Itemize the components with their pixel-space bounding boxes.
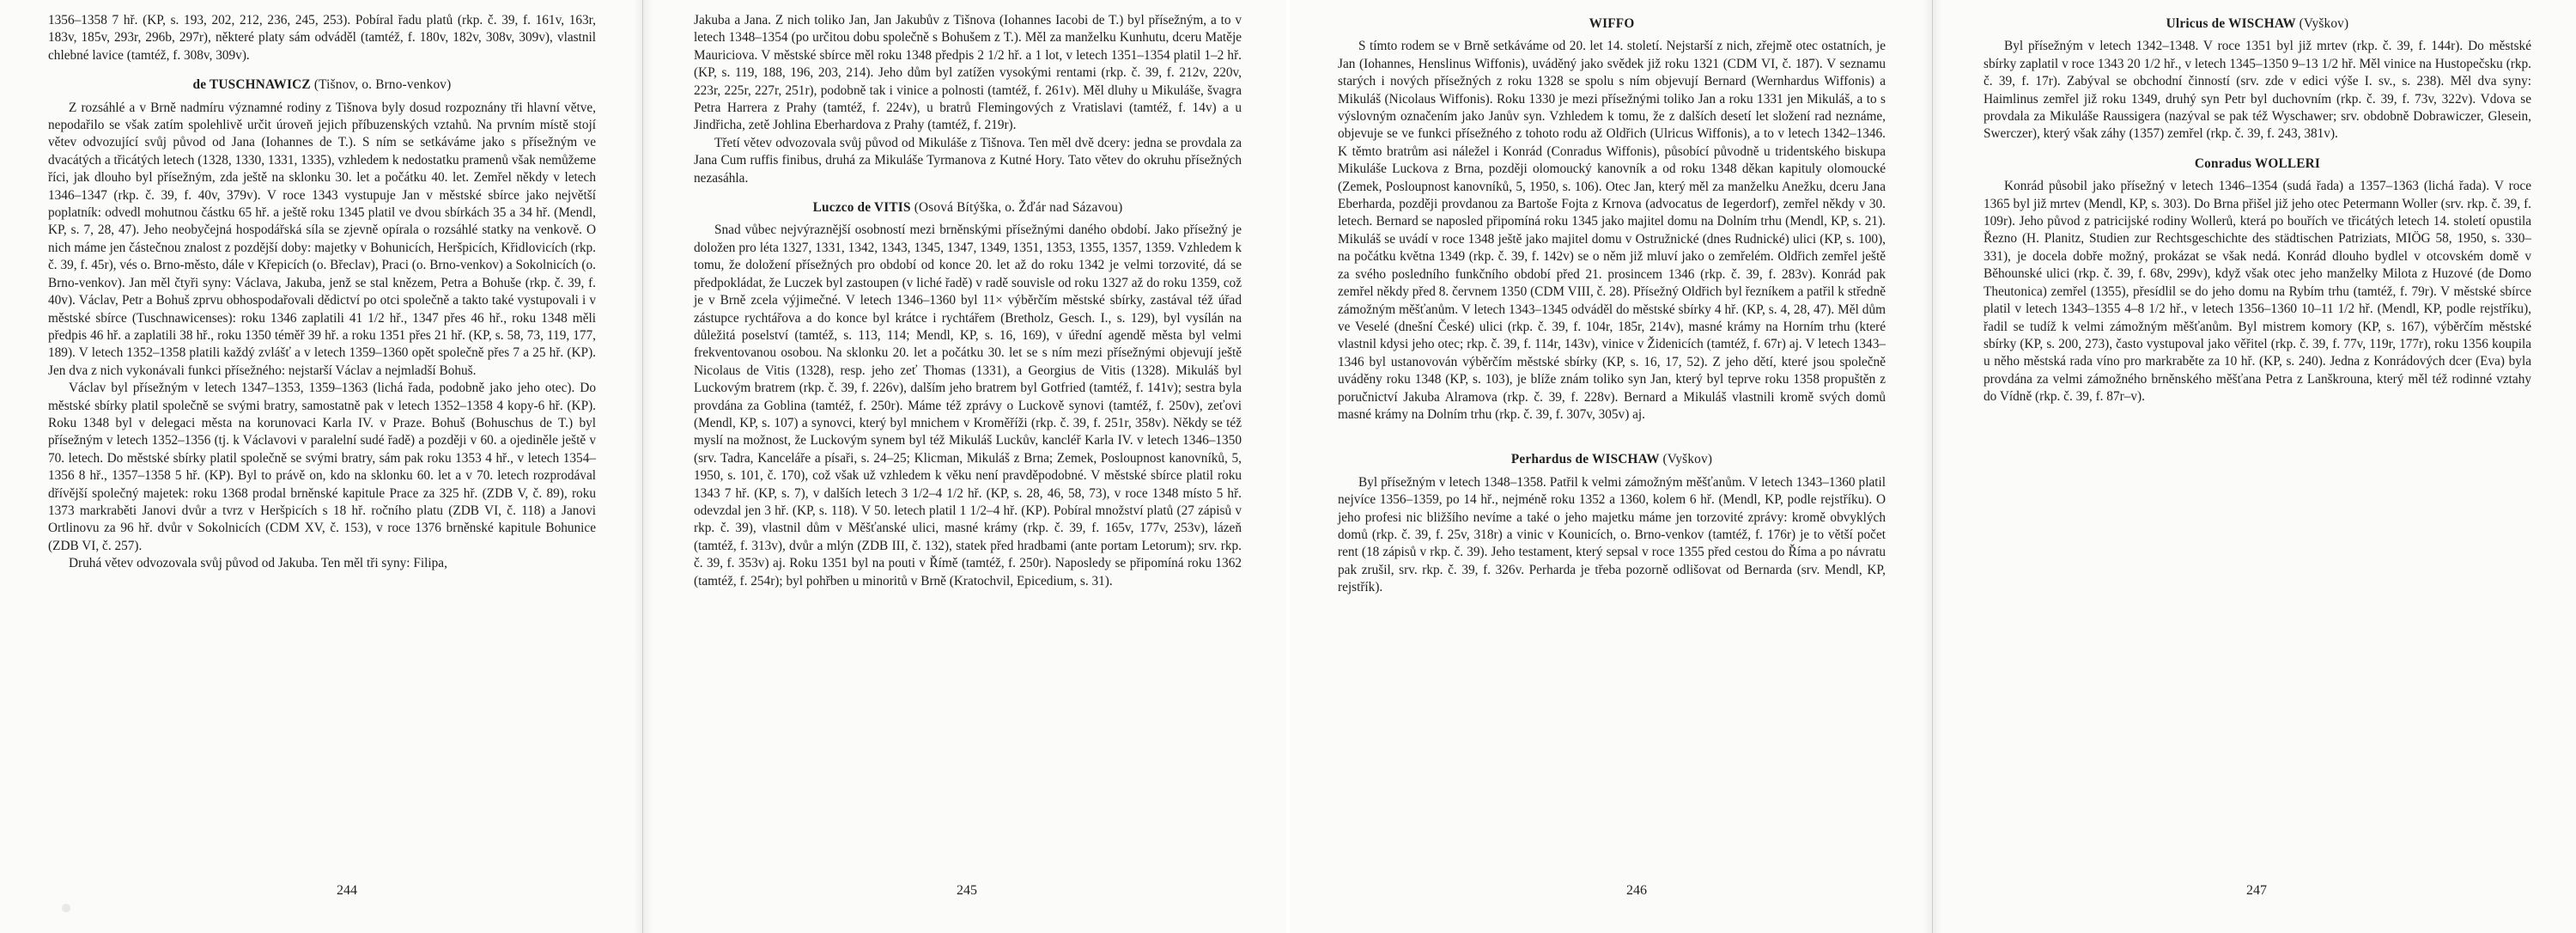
entry-heading <box>1984 15 2531 33</box>
paragraph: Jakuba a Jana. Z nich toliko Jan, Jan Jakubův z Tišnova (Iohannes Iacobi de T.) byl přísežným, a to v letech 1348–1354 (po určitou dobu společně s Bohušem z T.). Měl za manželku Kunhutu, dceru Matěje Mauriciova. V městské sbírce měl roku 1348 předpis 2 1/2 hř. a 1 lot, v letech 1351–1354 platil 1–2 hř. (KP, s. 119, 188, 196, 203, 214). Jeho dům byl zatížen vysokými rentami (rkp. č. 39, f. 212v, 220v, 223r, 225r, 227r, 251r), podobně tak i vinice a polnosti (tamtéž, f. 261v). Měl dluhy u Mikuláše, švagra Petra Harrera z Prahy (tamtéž, f. 224v), u bratrů Flemingových z Vratislavi (tamtéž, f. 14v) a u Jindřicha, zetě Johlina Eberhardova z Prahy (tamtéž, f. 219r). <box>694 13 1242 133</box>
page-number: 245 <box>957 883 977 898</box>
paragraph: Z rozsáhlé a v Brně nadmíru významné rodiny z Tišnova byly dosud rozpoznány tři hlavní větve, nepodařilo se však zatím spolehlivě určit úroveň jejich příbuzenských vztahů. Na prvním místě stojí větev odvozující svůj původ od Jana (Iohannes de T.). S ním se setkáváme jako s přísežným ve dvacátých a třicátých letech (1328, 1330, 1331, 1335), vzhledem k nedostatku pramenů však nemůžeme říci, jak dlouho byl přísežným, zda ještě na sklonku 30. let a počátku 40. let. Zemřel někdy v letech 1346–1347 (rkp. č. 39, f. 40v, 379v). V roce 1343 vystupuje Jan v městské sbírce jako největší poplatník: odvedl mohutnou částku 65 hř. a ještě roku 1345 platil ve dvou sbírkách 35 a 34 hř. (Mendl, KP, s. 7, 28, 47). Jeho neobyčejná hospodářská síla se zjevně opírala o rozsáhlé statky na venkově. O nich máme jen částečnou znalost z pozdější doby: majetky v Bohunicích, Heršpicích, Křidlovicích (rkp. č. 39, f. 45r), vés o. Brno-město, dále v Křepicích (o. Břeclav), Praci (o. Brno-venkov) a Sokolnicích (o. Brno-venkov). Jan měl čtyři syny: Václava, Jakuba, jenž se stal knězem, Petra a Bohuše (rkp. č. 39, f. 40v). Václav, Petr a Bohuš zprvu obhospodařovali dědictví po otci společně a takto také vystupovali i v městské sbírce (Tuschnawicenses): roku 1346 zaplatili 41 1/2 hř., 1347 přes 46 hř., roku 1348 měli předpis 46 hř. a zaplatili 38 hř., roku 1350 téměř 39 hř. a roku 1351 přes 21 hř. (KP, s. 58, 73, 119, 177, 189). V letech 1352–1358 platili každý zvlášť a v letech 1359–1360 opět společně přes 7 a 25 hř. (KP). Jen dva z nich vykonávali funkci přísežného: nejstarší Václav a nejmladší Bohuš. <box>48 100 596 378</box>
entry-heading-name: Luczco de VITIS <box>812 200 911 216</box>
entry-heading-name: Ulricus de WISCHAW <box>2166 16 2296 31</box>
paragraph: Snad vůbec nejvýraznější osobností mezi brněnskými přísežnými daného období. Jako přísežný je doložen pro léta 1327, 1331, 1342, 1343, 1345, 1347, 1349, 1351, 1353, 1355, 1357, 1359. Vzhledem k tomu, že doložení přísežných pro období od konce 20. let až do roku 1342 je velmi torzovité, dá se předpokládat, že Luczek byl zastoupen (v liché řadě) v radě souvisle od roku 1327 až do roku 1359, což je v Brně zcela výjimečné. V letech 1346–1360 byl 11× výběrčím městské sbírky, zastával též úřad zástupce rychtářova a do konce byl krátce i rychtářem (Bretholz, Gesch. I., s. 129), byl vysílán na důležitá poselství (tamtéž, s. 113, 114; Mendl, KP, s. 16, 169), v úřední agendě města byl velmi frekventovanou osobou. Na sklonku 20. let a počátku 30. let se s ním mezi přísežnými objevují ještě Nicolaus de Vitis (1328), resp. jeho zeť Thomas (1331), a Georgius de Vitis (1328). Mikuláš byl Luckovým bratrem (rkp. č. 39, f. 226v), dalším jeho bratrem byl Gotfried (tamtéž, f. 141v); sestra byla provdána za Goblina (tamtéž, f. 250r). Máme též zprávy o Luckově synovi (tamtéž, f. 250v), zeťovi (Mendl, KP, s. 107) a synovci, který byl mnichem v Kroměříži (rkp. č. 39, f. 251r, 358v). Někdy se též myslí na možnost, že Luckovým synem byl též Mikuláš Luckův, kancléř Karla IV. v letech 1346–1350 (srv. Tadra, Kanceláře a písaři, s. 24–25; Klicman, Mikuláš z Brna; Zemek, Posloupnost kanovníků, 5, 1950, s. 101, č. 170), což však už vzhledem k věku není pravděpodobné. V městské sbírce platil roku 1343 7 hř. (KP, s. 7), v dalších letech 3 1/2–4 1/2 hř. (KP, s. 28, 46, 58, 73), v roce 1348 místo 5 hř. odevzdal jen 3 hř. (KP, s. 118). V 50. letech platil 1 1/2–4 hř. (KP). Pobíral množství platů (27 zápisů v rkp. č. 39), vlastnil dům v Měšťanské ulici, masné krámy (rkp. č. 39, f. 165v, 177v, 253v), lázeň (tamtéž, f. 313v), dvůr a mlýn (ZDB III, č. 132), statek před hradbami (ante portam Letorum); srv. rkp. č. 39, f. 353v) aj. Roku 1351 byl na pouti v Římě (tamtéž, f. 250r). Naposledy se připomíná roku 1362 (tamtéž, f. 254r); byl pohřben u minoritů v Brně (Kratochvil, Epicedium, s. 31). <box>694 223 1242 588</box>
entry-heading <box>1338 451 1886 468</box>
paragraph: Byl přísežným v letech 1342–1348. V roce 1351 byl již mrtev (rkp. č. 39, f. 144r). Do městské sbírky zaplatil v roce 1343 20 1/2 hř., v letech 1345–1350 9–13 1/2 hř. Měl vinice na Hustopečsku (rkp. č. 39, f. 17r). Zabýval se obchodní činností (srv. zde v edici výše I. sv., s. 238). Měl dva syny: Haimlinus zemřel již roku 1349, druhý syn Petr byl duchovním (rkp. č. 39, f. 73v, 322v). Vdova se provdala za Mikuláše Raussigera (nazýval se pak též Wyschawer; srv. obdobně Dobrawiczer, Glesein, Swerczer), který však záhy (1357) zemřel (rkp. č. 39, f. 243, 381v). <box>1984 39 2531 142</box>
entry-heading <box>1984 156 2531 173</box>
paragraph: 1356–1358 7 hř. (KP, s. 193, 202, 212, 236, 245, 253). Pobíral řadu platů (rkp. č. 39, f. 161v, 163r, 183v, 185v, 293r, 296b, 297r), některé platy sám odváděl (tamtéž, f. 180v, 182v, 308v, 309v), vlastnil chlebné lavice (tamtéž, f. 308v, 309v). <box>48 13 596 63</box>
right-spread <box>1290 0 2576 933</box>
entry-heading <box>1338 15 1886 33</box>
page-245-text <box>694 12 1242 590</box>
entry-heading-name: de TUSCHNAWICZ <box>192 77 311 93</box>
entry-heading-name: WIFFO <box>1589 16 1635 31</box>
paragraph: Byl přísežným v letech 1348–1358. Patřil k velmi zámožným měšťanům. V letech 1343–1360 platil nejvíce 1356–1359, po 14 hř., nejméně roku 1352 a 1360, kolem 6 hř. (Mendl, KP, podle rejstříku). O jeho profesi nic bližšího nevíme a také o jeho majetku máme jen torzovité zprávy: kromě obvyklých domů (rkp. č. 39, f. 25v, 318r) a vinic v Kounicích, o. Brno-venkov (tamtéž, f. 176r) je to větší počet rent (18 zápisů v rkp. č. 39). Jeho testament, který sepsal v roce 1355 před cestou do Říma a po návratu pak zrušil, srv. rkp. č. 39, f. 326v. Perharda je třeba pozorně odlišovat od Bernarda (srv. Mendl, KP, rejstřík). <box>1338 474 1886 595</box>
left-spread <box>0 0 1286 933</box>
entry-heading-name: Perhardus de WISCHAW <box>1510 452 1660 467</box>
paragraph: Konrád působil jako přísežný v letech 1346–1354 (sudá řada) a 1357–1363 (lichá řada). V roce 1365 byl již mrtev (Mendl, KP, s. 303). Do Brna přišel již jeho otec Petermann Woller (srv. rkp. č. 39, f. 109r). Jeho původ z patricijské rodiny Wollerů, která po bouřích ve třicátých letech 14. století opustila Řezno (H. Planitz, Studien zur Rechtsgeschichte des städtischen Patriziats, MIÖG 58, 1950, s. 330–331), je docela dobře možný, prokázat se však nedá. Konrád dlouho bydlel v otcovském domě v Běhounské ulici (rkp. č. 39, f. 68v, 299v), když však otec jeho manželky Milota z Huzové (de Domo Theutonica) zemřel (1355), přesídlil se do jeho domu na Rybím trhu (tamtéž, f. 79r). V městské sbírce platil v letech 1343–1355 4–8 1/2 hř., v letech 1356–1360 10–11 1/2 hř. (Mendl, KP, podle rejstříku), řadil se tudíž k velmi zámožným měšťanům. Byl mistrem komory (KP, s. 167), výběrčím městské sbírky (KP, s. 200, 273), často vystupoval jako věřitel (rkp. č. 39, f. 77v, 119r, 177r), roku 1356 koupila u něho městská rada víno pro markraběte za 10 hř. (KP, s. 240). Jedna z Konrádových dcer (Eva) byla provdána za velmi zámožného brněnského měšťana Petra z Lanškrouna, který měl též rodinné vztahy do Vídně (rkp. č. 39, f. 87r–v). <box>1984 179 2531 405</box>
page-number: 244 <box>337 883 357 898</box>
page-245 <box>644 0 1286 933</box>
paragraph: S tímto rodem se v Brně setkáváme od 20. let 14. století. Nejstarší z nich, zřejmě otec ostatních, je Jan (Iohannes, Henslinus Wiffonis), uváděný jako svědek již roku 1321 (CDM VI, č. 187). V seznamu starých i nových přísežných z roku 1328 se spolu s ním objevují Bernard (Wernhardus Wiffonis) a Mikuláš (Nicolaus Wiffonis). Roku 1330 je mezi přísežnými toliko Jan a roku 1331 jen Mikuláš, a to s výslovným označením jako Janův syn. Vzhledem k tomu, že z dalších desetí let složení rad neznáme, objevuje se ve funkci přísežného z tohoto rodu až Oldřich (Ulricus Wiffonis), a to v letech 1342–1346. K těmto bratrům asi náležel i Konrád (Conradus Wiffonis), působící původně u tridentského biskupa Mikuláše Luckova z Brna, později olomoucký kanovník a od roku 1348 děkan kapituly olomoucké (Zemek, Posloupnost kanovníků, 5, 1950, s. 106). Otec Jan, který měl za manželku Anežku, dceru Jana Eberharda, později provdanou za Bartoše Fojta z Krnova (advocatus de Iegerdorf), zemřel někdy v 30. letech. Bernard se naposled připomíná roku 1345 jako majitel domu na Dolním trhu (Mendl, KP, s. 21). Mikuláš se uvádí v roce 1348 ještě jako majitel domu v Ostružnické (dnes Rudnické) ulici (KP, s. 100), na počátku května 1349 (rkp. č. 39, f. 142v) se o něm již mluví jako o zemřelém. Oldřich zemřel ještě za svého posledního funkčního období před 21. prosincem 1346 (rkp. č. 39, f. 283v). Konrád pak zemřel někdy před 8. červnem 1350 (CDM VIII, č. 28). Přísežný Oldřich byl řezníkem a patřil k středně zámožným měšťanům. V letech 1343–1345 odváděl do městské sbírky 4 hř. (KP, s. 4, 28, 47). Měl dům ve Veselé (dnešní České) ulici (rkp. č. 39, f. 104r, 185r, 214v), masné krámy na Horním trhu (které vlastnil kdysi jeho otec; rkp. č. 39, f. 114r, 143v), vinice v Židenicích (tamtéž, f. 67r) aj. V letech 1343–1346 byl ustanovován výběrčím městské sbírky (KP, s. 16, 17, 52). Z jeho dětí, které jsou společně uváděny roku 1348 (KP, s. 103), je blíže znám toliko syn Jan, který byl teprve roku 1358 propuštěn z poručnictví Jakuba Alramova (rkp. č. 39, f. 228v). Bernard a Mikuláš vlastnili kromě svých domů masné krámy na Dolním trhu (rkp. č. 39, f. 307v, 305v) aj. <box>1338 39 1886 422</box>
page-number: 246 <box>1626 883 1647 898</box>
entry-heading <box>48 76 596 94</box>
page-246 <box>1290 0 1932 933</box>
page-246-text <box>1338 12 1886 597</box>
paragraph: Václav byl přísežným v letech 1347–1353, 1359–1363 (lichá řada, podobně jako jeho otec). Do městské sbírky platil společně se svými bratry, samostatně pak v letech 1352–1358 4 kopy-6 hř. (KP). Roku 1348 byl v delegaci města na korunovaci Karla IV. v Praze. Bohuš (Bohuschus de T.) byl přísežným v letech 1352–1356 (tj. k Václavovi v paralelní sudé řadě) a později v 60. a ojediněle ještě v 70. letech. Do městské sbírky platil společně se svými bratry, sám pak roku 1353 4 hř., v letech 1354–1356 8 hř., 1357–1358 5 hř. (KP). Byl to právě on, kdo na sklonku 60. let a v 70. letech rozprodával dřívější společný majetek: roku 1368 prodal brněnské kapitule Prace za 325 hř. (ZDB V, č. 89), roku 1373 markraběti Janovi dvůr a tvrz v Heršpicích s 18 hř. ročního platu (ZDB VI, č. 118) a Janovi Ortlinovu za 96 hř. dvůr v Sokolnicích (CDM XV, č. 153), v roce 1376 brněnské kapitule Bohunice (ZDB VI, č. 257). <box>48 381 596 553</box>
entry-heading-name: Conradus WOLLERI <box>2194 156 2321 171</box>
paragraph: Druhá větev odvozovala svůj původ od Jakuba. Ten měl tři syny: Filipa, <box>69 556 447 571</box>
entry-heading-place: (Tišnov, o. Brno-venkov) <box>313 77 452 93</box>
entry-heading <box>694 199 1242 216</box>
page-247-text <box>1984 12 2531 406</box>
page-number: 247 <box>2246 883 2267 898</box>
entry-heading-place: (Osová Bítýška, o. Žďár nad Sázavou) <box>914 200 1123 216</box>
page-247 <box>1934 0 2576 933</box>
paragraph: Třetí větev odvozovala svůj původ od Mikuláše z Tišnova. Ten měl dvě dcery: jedna se provdala za Jana Cum ruffis finibus, druhá za Mikuláše Tyrmanova z Kutné Hory. Tato větev do okruhu přísežných nezasáhla. <box>694 135 1242 186</box>
page-244 <box>0 0 642 933</box>
scan-dot <box>62 904 70 912</box>
entry-heading-place: (Vyškov) <box>2299 16 2349 31</box>
page-244-text <box>48 12 596 573</box>
entry-heading-place: (Vyškov) <box>1662 452 1713 467</box>
